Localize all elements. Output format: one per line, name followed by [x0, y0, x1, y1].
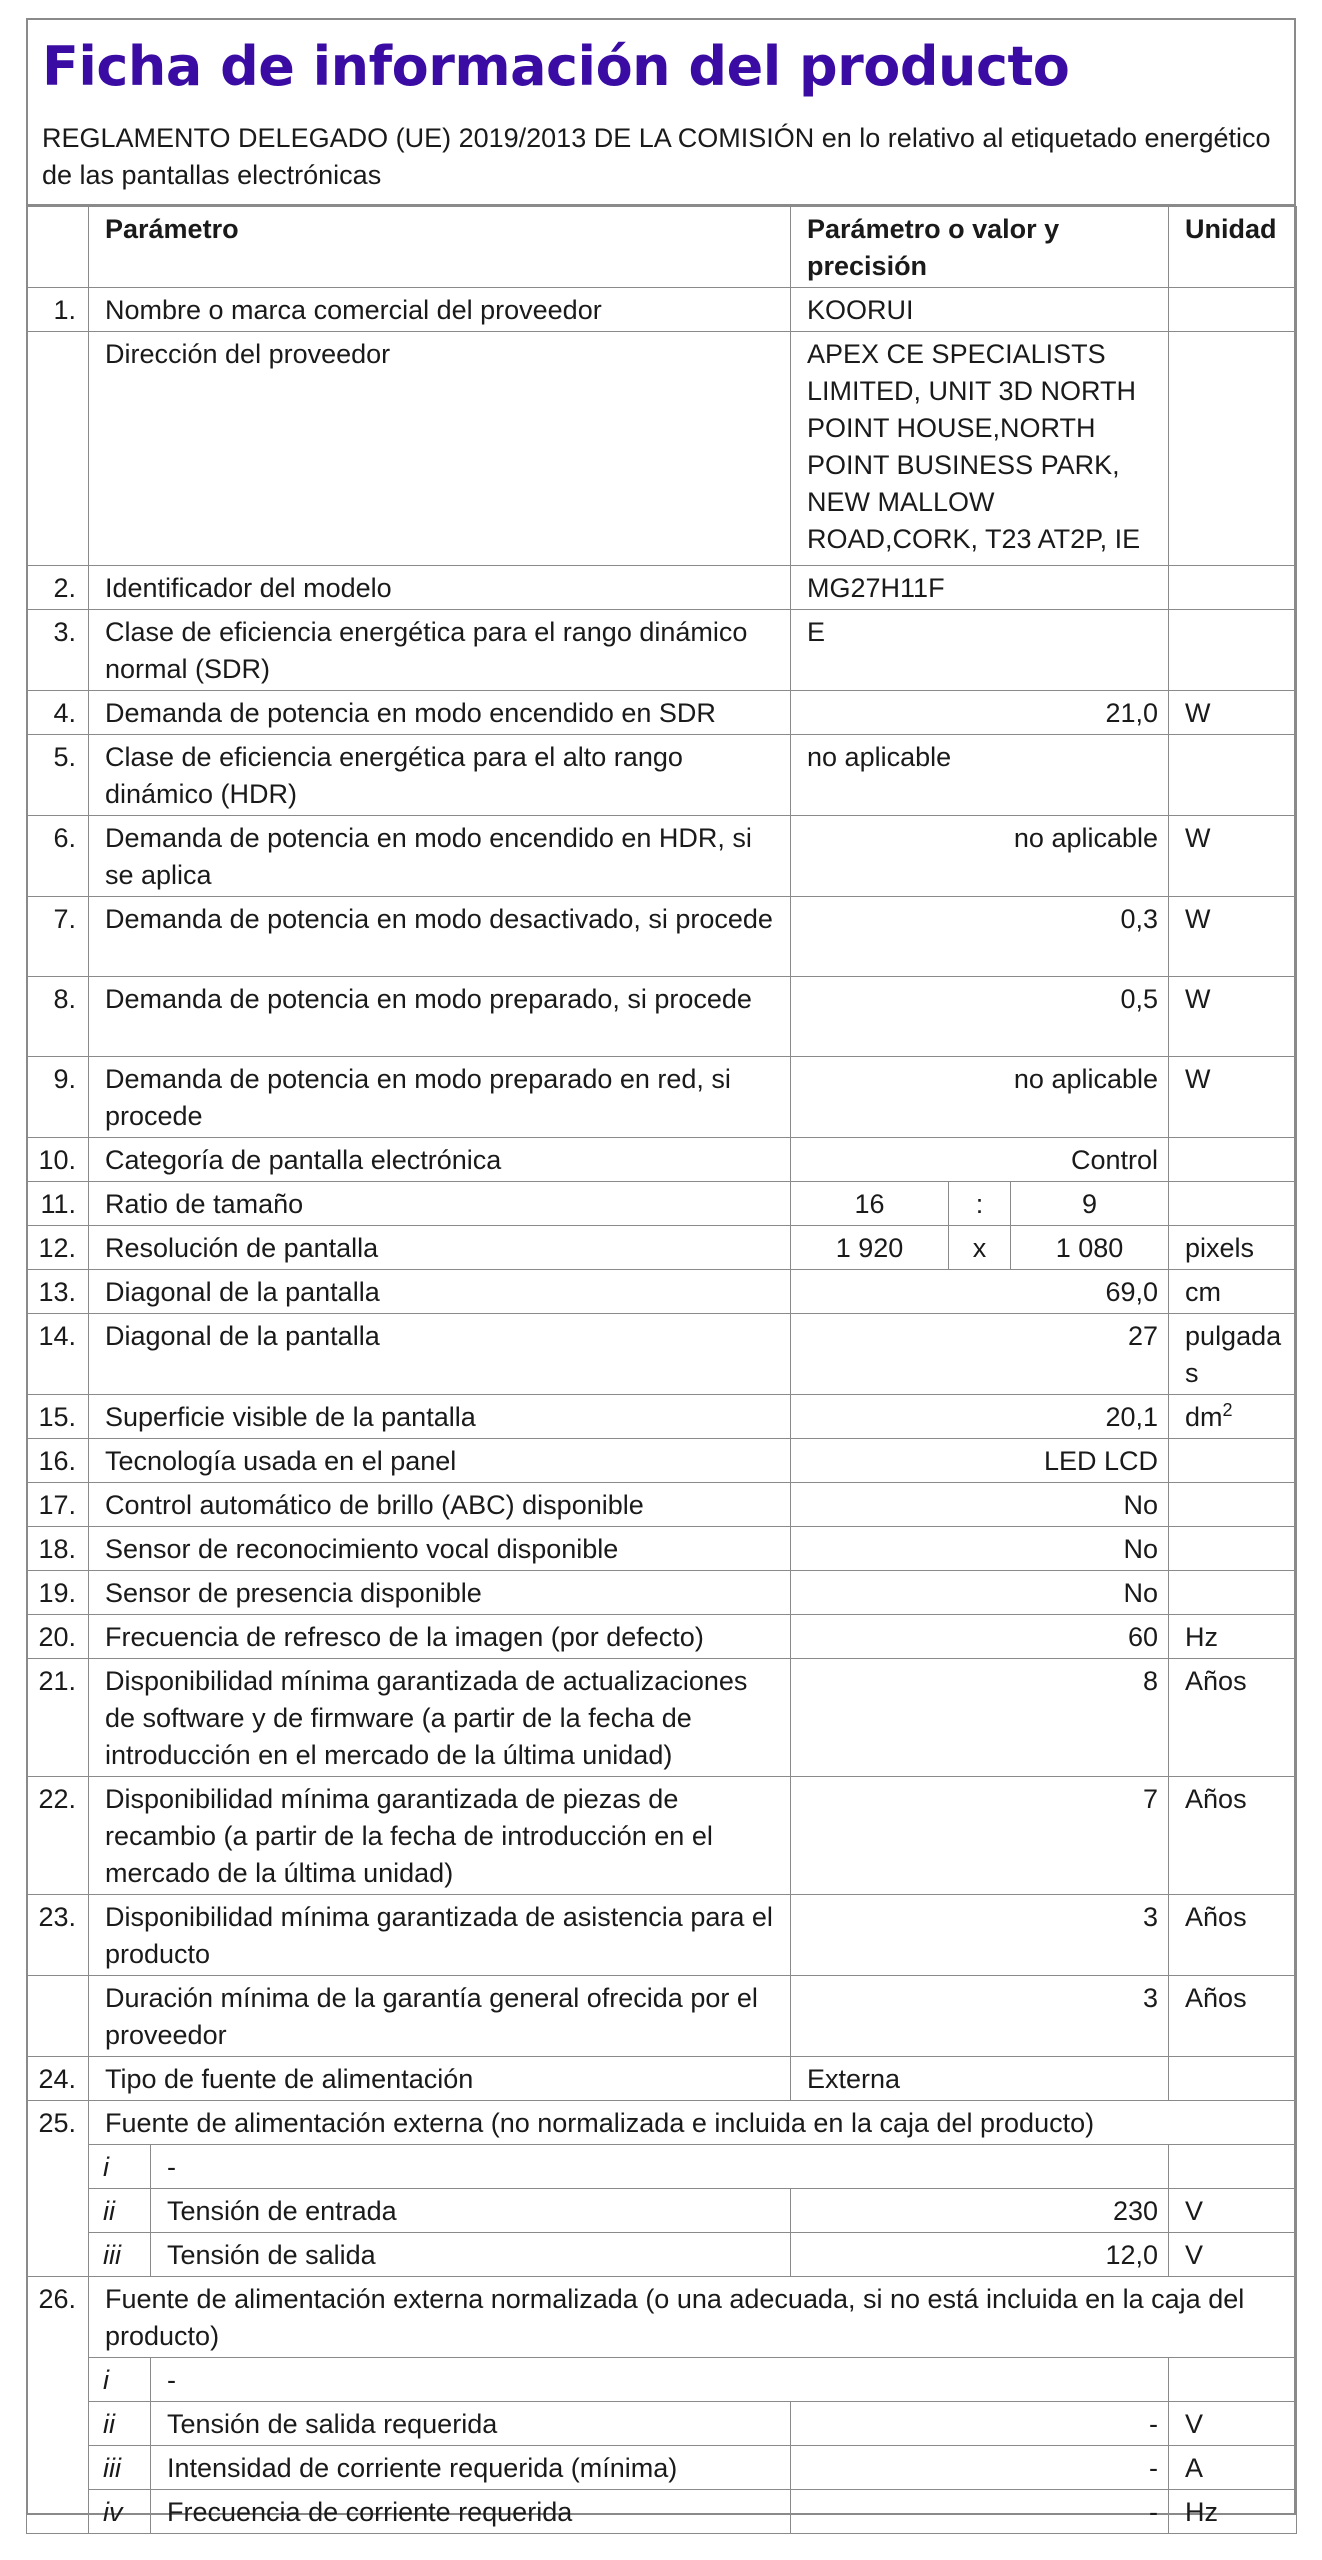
row-value: 20,1	[791, 1395, 1169, 1439]
row-parameter: Diagonal de la pantalla	[89, 1270, 791, 1314]
table-row	[27, 1615, 1297, 1659]
row-value: 7	[791, 1777, 1169, 1895]
subrow-unit	[1169, 2358, 1297, 2402]
product-information-sheet	[26, 18, 1296, 2527]
table-row	[27, 2057, 1297, 2101]
row-number: 6.	[27, 816, 89, 897]
row-value: 21,0	[791, 691, 1169, 735]
row-unit	[1169, 1182, 1297, 1226]
row-unit: W	[1169, 977, 1297, 1057]
table-row	[27, 1395, 1297, 1439]
subrow-unit: V	[1169, 2402, 1297, 2446]
row-value: LED LCD	[791, 1439, 1169, 1483]
table-row	[27, 1226, 1297, 1270]
row-value: no aplicable	[791, 816, 1169, 897]
subrow-index: ii	[89, 2402, 151, 2446]
row-number: 3.	[27, 610, 89, 691]
table-row	[27, 1527, 1297, 1571]
table-row	[27, 1571, 1297, 1615]
row-unit: W	[1169, 816, 1297, 897]
row-number: 25.	[27, 2101, 89, 2277]
row-unit	[1169, 1138, 1297, 1182]
row-unit: W	[1169, 897, 1297, 977]
aspect-ratio-height: 9	[1011, 1182, 1169, 1226]
row-unit: pixels	[1169, 1226, 1297, 1270]
row-unit	[1169, 610, 1297, 691]
table-subrow	[27, 2446, 1297, 2490]
row-number: 8.	[27, 977, 89, 1057]
row-number: 4.	[27, 691, 89, 735]
subrow-parameter: Tensión de salida	[151, 2233, 791, 2277]
row-parameter: Dirección del proveedor	[89, 332, 791, 566]
table-subrow	[27, 2402, 1297, 2446]
subrow-index: iii	[89, 2446, 151, 2490]
subrow-parameter: -	[151, 2145, 1169, 2189]
row-value: no aplicable	[791, 1057, 1169, 1138]
table-subrow	[27, 2189, 1297, 2233]
table-row	[27, 1976, 1297, 2057]
row-unit	[1169, 1571, 1297, 1615]
row-value: 60	[791, 1615, 1169, 1659]
row-parameter: Demanda de potencia en modo desactivado, si procede	[89, 897, 791, 977]
row-parameter: Sensor de presencia disponible	[89, 1571, 791, 1615]
row-number: 11.	[27, 1182, 89, 1226]
row-value: 69,0	[791, 1270, 1169, 1314]
row-number: 18.	[27, 1527, 89, 1571]
unit-text: dm	[1185, 1402, 1223, 1432]
row-unit	[1169, 1395, 1297, 1439]
row-parameter: Disponibilidad mínima garantizada de piezas de recambio (a partir de la fecha de introducción en el mercado de la última unidad)	[89, 1777, 791, 1895]
subrow-unit	[1169, 2145, 1297, 2189]
row-number: 7.	[27, 897, 89, 977]
table-subrow	[27, 2490, 1297, 2534]
subrow-unit: V	[1169, 2189, 1297, 2233]
row-number	[27, 1976, 89, 2057]
row-number: 26.	[27, 2277, 89, 2534]
row-parameter: Identificador del modelo	[89, 566, 791, 610]
row-unit: W	[1169, 691, 1297, 735]
table-row	[27, 897, 1297, 977]
row-value: 3	[791, 1895, 1169, 1976]
row-parameter: Frecuencia de refresco de la imagen (por defecto)	[89, 1615, 791, 1659]
table-row	[27, 977, 1297, 1057]
row-parameter: Diagonal de la pantalla	[89, 1314, 791, 1395]
row-number: 14.	[27, 1314, 89, 1395]
row-unit: Hz	[1169, 1615, 1297, 1659]
row-unit	[1169, 288, 1297, 332]
row-parameter: Clase de eficiencia energética para el alto rango dinámico (HDR)	[89, 735, 791, 816]
table-row	[27, 610, 1297, 691]
row-unit	[1169, 735, 1297, 816]
row-unit: Años	[1169, 1777, 1297, 1895]
row-parameter: Fuente de alimentación externa (no normalizada e incluida en la caja del producto)	[89, 2101, 1297, 2145]
table-row	[27, 816, 1297, 897]
row-parameter: Demanda de potencia en modo preparado, si procede	[89, 977, 791, 1057]
row-number: 17.	[27, 1483, 89, 1527]
table-row	[27, 1182, 1297, 1226]
aspect-ratio-width: 16	[791, 1182, 949, 1226]
subrow-value: -	[791, 2446, 1169, 2490]
row-value: KOORUI	[791, 288, 1169, 332]
subrow-value: -	[791, 2490, 1169, 2534]
subrow-parameter: -	[151, 2358, 1169, 2402]
table-row	[27, 1777, 1297, 1895]
subrow-parameter: Tensión de salida requerida	[151, 2402, 791, 2446]
row-number: 22.	[27, 1777, 89, 1895]
subrow-value: 230	[791, 2189, 1169, 2233]
row-parameter: Control automático de brillo (ABC) disponible	[89, 1483, 791, 1527]
table-row	[27, 1439, 1297, 1483]
row-unit: pulgadas	[1169, 1314, 1297, 1395]
resolution-vertical: 1 080	[1011, 1226, 1169, 1270]
row-value: MG27H11F	[791, 566, 1169, 610]
table-row	[27, 1270, 1297, 1314]
table-row	[27, 1314, 1297, 1395]
subrow-value: -	[791, 2402, 1169, 2446]
row-parameter: Demanda de potencia en modo encendido en SDR	[89, 691, 791, 735]
row-unit: cm	[1169, 1270, 1297, 1314]
table-row	[27, 1138, 1297, 1182]
unit-superscript: 2	[1222, 1400, 1233, 1420]
row-parameter: Duración mínima de la garantía general ofrecida por el proveedor	[89, 1976, 791, 2057]
row-parameter: Disponibilidad mínima garantizada de asistencia para el producto	[89, 1895, 791, 1976]
row-value: 3	[791, 1976, 1169, 2057]
supplier-address: APEX CE SPECIALISTS LIMITED, UNIT 3D NORTH POINT HOUSE,NORTH POINT BUSINESS PARK, NEW MALLOW ROAD,CORK, T23 AT2P, IE	[791, 332, 1169, 566]
subrow-parameter: Intensidad de corriente requerida (mínima)	[151, 2446, 791, 2490]
table-row	[27, 566, 1297, 610]
row-value: No	[791, 1571, 1169, 1615]
row-parameter: Superficie visible de la pantalla	[89, 1395, 791, 1439]
subrow-parameter: Tensión de entrada	[151, 2189, 791, 2233]
row-number: 13.	[27, 1270, 89, 1314]
row-unit: Años	[1169, 1659, 1297, 1777]
regulation-subtitle: REGLAMENTO DELEGADO (UE) 2019/2013 DE LA COMISIÓN en lo relativo al etiquetado energético de las pantallas electrónicas	[42, 123, 1271, 190]
table-row	[27, 1057, 1297, 1138]
row-value: 27	[791, 1314, 1169, 1395]
row-value: No	[791, 1527, 1169, 1571]
row-number: 23.	[27, 1895, 89, 1976]
row-number	[27, 332, 89, 566]
resolution-horizontal: 1 920	[791, 1226, 949, 1270]
table-header-row	[27, 207, 1297, 288]
row-number: 5.	[27, 735, 89, 816]
row-parameter: Demanda de potencia en modo preparado en red, si procede	[89, 1057, 791, 1138]
row-parameter: Tecnología usada en el panel	[89, 1439, 791, 1483]
col-header-value: Parámetro o valor y precisión	[791, 207, 1169, 288]
row-number: 9.	[27, 1057, 89, 1138]
row-parameter: Disponibilidad mínima garantizada de actualizaciones de software y de firmware (a partir de la fecha de introducción en el mercado de la última unidad)	[89, 1659, 791, 1777]
subrow-index: iii	[89, 2233, 151, 2277]
row-number: 24.	[27, 2057, 89, 2101]
subrow-index: i	[89, 2358, 151, 2402]
row-value: 0,3	[791, 897, 1169, 977]
table-row	[27, 332, 1297, 566]
row-parameter: Ratio de tamaño	[89, 1182, 791, 1226]
row-unit	[1169, 1439, 1297, 1483]
row-unit	[1169, 1527, 1297, 1571]
row-parameter: Categoría de pantalla electrónica	[89, 1138, 791, 1182]
table-row	[27, 288, 1297, 332]
resolution-separator: x	[949, 1226, 1011, 1270]
row-number: 19.	[27, 1571, 89, 1615]
row-parameter: Fuente de alimentación externa normalizada (o una adecuada, si no está incluida en la caja del producto)	[89, 2277, 1297, 2358]
row-number: 16.	[27, 1439, 89, 1483]
row-number: 12.	[27, 1226, 89, 1270]
table-row	[27, 1659, 1297, 1777]
row-unit	[1169, 566, 1297, 610]
subrow-unit: A	[1169, 2446, 1297, 2490]
row-value: 8	[791, 1659, 1169, 1777]
subrow-unit: Hz	[1169, 2490, 1297, 2534]
row-parameter: Nombre o marca comercial del proveedor	[89, 288, 791, 332]
table-row	[27, 2101, 1297, 2145]
subrow-unit: V	[1169, 2233, 1297, 2277]
row-parameter: Demanda de potencia en modo encendido en HDR, si se aplica	[89, 816, 791, 897]
row-unit	[1169, 1483, 1297, 1527]
table-row	[27, 2277, 1297, 2358]
aspect-ratio-separator: :	[949, 1182, 1011, 1226]
row-number: 2.	[27, 566, 89, 610]
row-parameter: Tipo de fuente de alimentación	[89, 2057, 791, 2101]
row-value: E	[791, 610, 1169, 691]
row-value: Control	[791, 1138, 1169, 1182]
row-value: No	[791, 1483, 1169, 1527]
sheet-header	[28, 20, 1294, 206]
table-subrow	[27, 2358, 1297, 2402]
row-parameter: Resolución de pantalla	[89, 1226, 791, 1270]
row-number: 21.	[27, 1659, 89, 1777]
subrow-index: ii	[89, 2189, 151, 2233]
row-unit	[1169, 2057, 1297, 2101]
subrow-index: iv	[89, 2490, 151, 2534]
col-header-param: Parámetro	[89, 207, 791, 288]
row-unit	[1169, 332, 1297, 566]
page-title: Ficha de información del producto	[42, 35, 1070, 98]
row-unit: W	[1169, 1057, 1297, 1138]
row-parameter: Sensor de reconocimiento vocal disponible	[89, 1527, 791, 1571]
table-row	[27, 735, 1297, 816]
table-row	[27, 691, 1297, 735]
col-header-unit: Unidad	[1169, 207, 1297, 288]
row-number: 15.	[27, 1395, 89, 1439]
subrow-parameter: Frecuencia de corriente requerida	[151, 2490, 791, 2534]
table-subrow	[27, 2233, 1297, 2277]
parameter-table	[26, 206, 1297, 2534]
row-unit: Años	[1169, 1976, 1297, 2057]
col-header-num	[27, 207, 89, 288]
row-unit: Años	[1169, 1895, 1297, 1976]
table-row	[27, 1483, 1297, 1527]
subrow-value: 12,0	[791, 2233, 1169, 2277]
table-row	[27, 1895, 1297, 1976]
subrow-index: i	[89, 2145, 151, 2189]
row-value: Externa	[791, 2057, 1169, 2101]
row-number: 10.	[27, 1138, 89, 1182]
row-value: no aplicable	[791, 735, 1169, 816]
row-parameter: Clase de eficiencia energética para el rango dinámico normal (SDR)	[89, 610, 791, 691]
table-subrow	[27, 2145, 1297, 2189]
row-number: 20.	[27, 1615, 89, 1659]
row-number: 1.	[27, 288, 89, 332]
row-value: 0,5	[791, 977, 1169, 1057]
